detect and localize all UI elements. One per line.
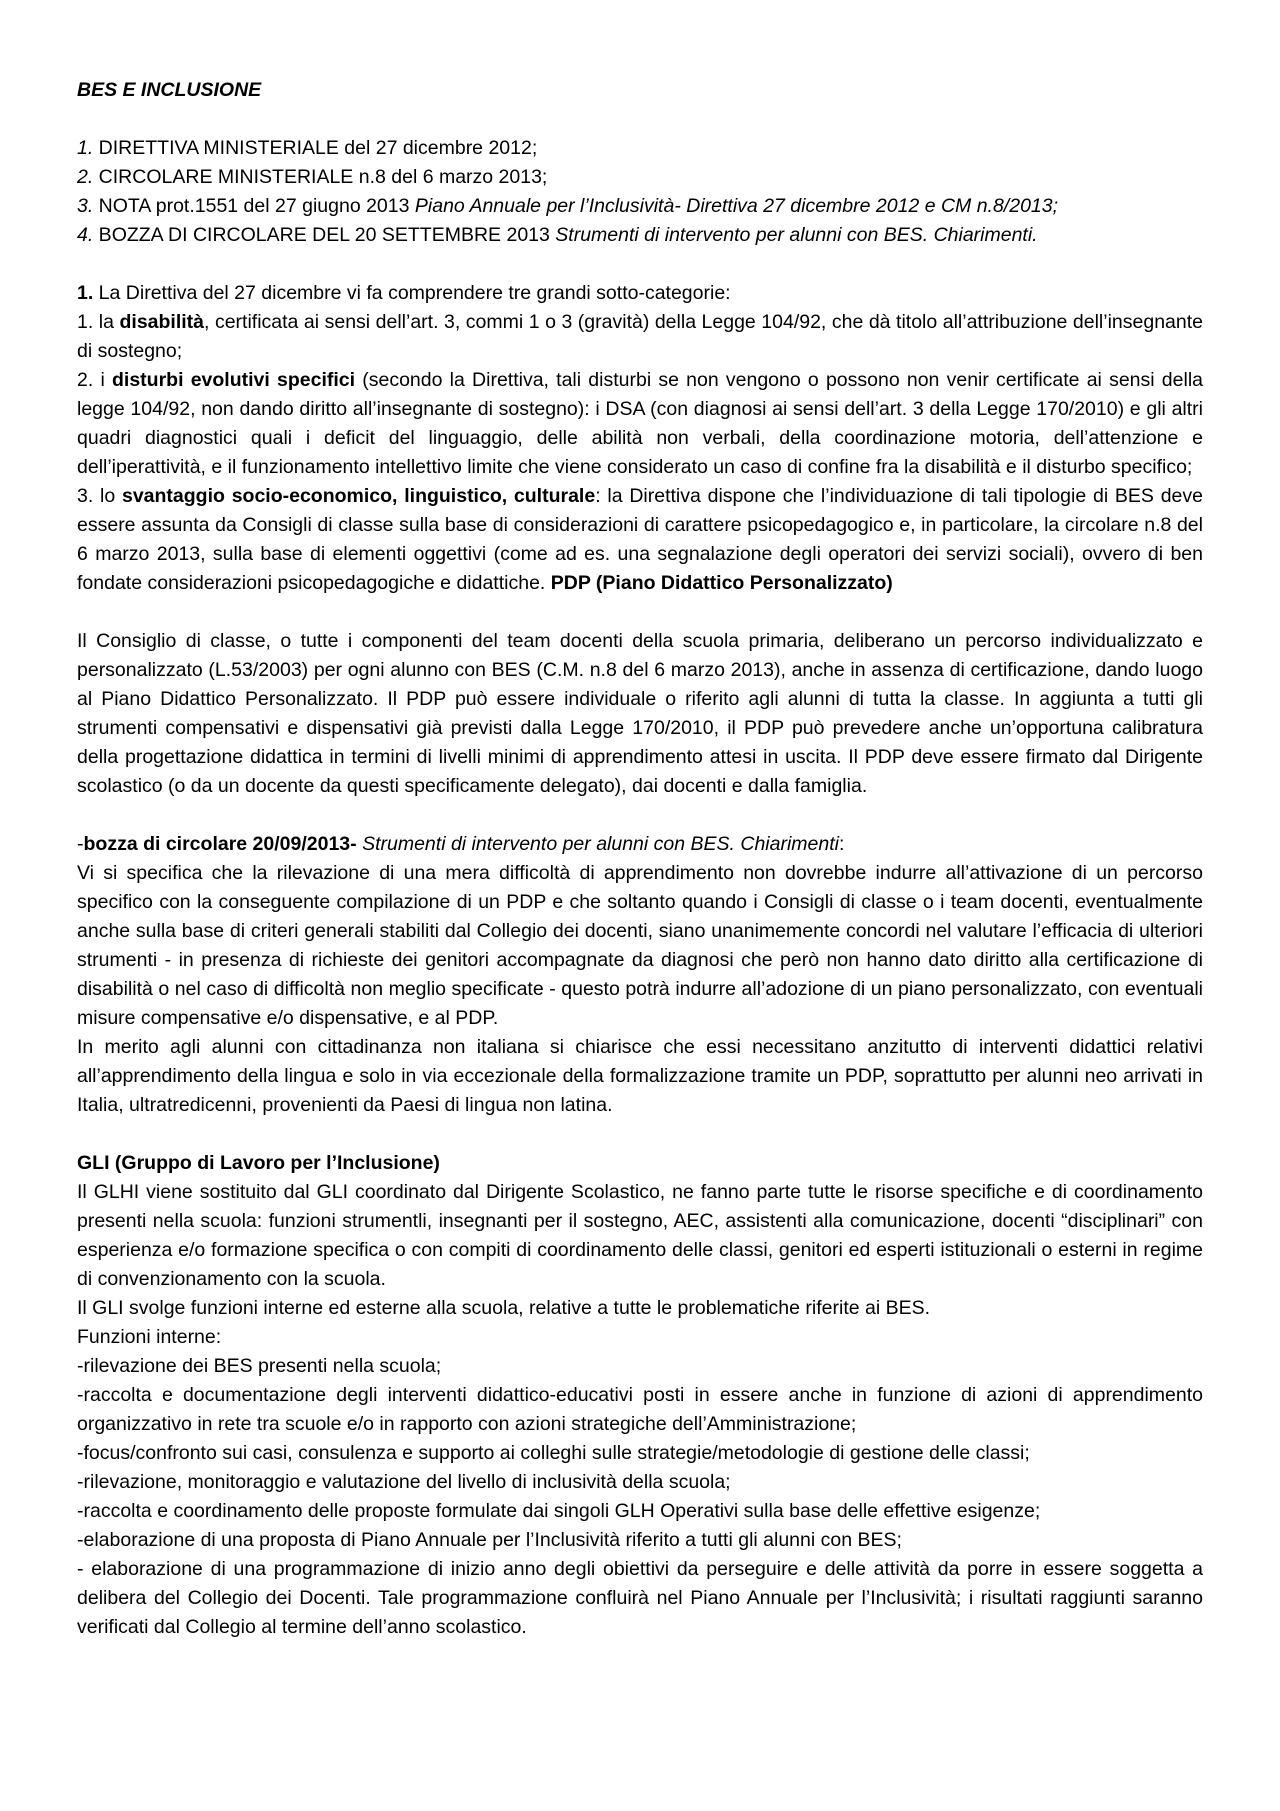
category-description: (secondo la Direttiva, tali disturbi se non vengono o possono non venir certificate ai sensi della legge 104/92, non dando diritto all’insegnante di sostegno): i DSA (con diagnosi ai sensi dell’art. 3 della Legge 170/2010) e gli altri quadri diagnostici quali i deficit del linguaggio, delle abilità non verbali, della coordinazione motoria, dell’attenzione e dell’iperattività, e il funzionamento intellettivo limite che viene considerato un caso di confine fra la disabilità e il disturbo specifico; xyxy=(77,369,1204,478)
category-prefix: 1. la xyxy=(77,311,120,333)
bozza-paragraph: In merito agli alunni con cittadinanza non italiana si chiarisce che essi necessitano anzitutto di interventi didattici relativi all’apprendimento della lingua e solo in via eccezionale della formalizzazione tramite un PDP, soprattutto per alunni neo arrivati in Italia, ultratredicenni, provenienti da Paesi di lingua non latina. xyxy=(77,1036,1203,1116)
bozza-dash: - xyxy=(77,833,84,855)
function-item: -rilevazione dei BES presenti nella scuola; xyxy=(77,1355,442,1377)
gli-section xyxy=(77,1149,1203,1642)
reference-number: 2. xyxy=(77,166,94,188)
category-item xyxy=(77,482,1203,598)
reference-text: DIRETTIVA MINISTERIALE del 27 dicembre 2012; xyxy=(93,137,538,159)
category-prefix: 3. lo xyxy=(77,485,122,507)
function-item: -focus/confronto sui casi, consulenza e supporto ai colleghi sulle strategie/metodologie di gestione delle classi; xyxy=(77,1442,1030,1464)
function-item: -rilevazione, monitoraggio e valutazione del livello di inclusività della scuola; xyxy=(77,1471,731,1493)
spacer xyxy=(77,1120,1203,1149)
gli-paragraph: Il GLI svolge funzioni interne ed esterne alla scuola, relative a tutte le problematiche riferite ai BES. xyxy=(77,1297,931,1319)
reference-item xyxy=(77,163,1203,192)
reference-list xyxy=(77,134,1203,250)
reference-text: BOZZA DI CIRCOLARE DEL 20 SETTEMBRE 2013 xyxy=(93,224,556,246)
category-name: svantaggio socio-economico, linguistico, culturale xyxy=(121,485,596,507)
reference-text: NOTA prot.1551 del 27 giugno 2013 xyxy=(93,195,415,217)
gli-title: GLI (Gruppo di Lavoro per l’Inclusione) xyxy=(77,1152,440,1174)
bozza-title: bozza di circolare 20/09/2013- xyxy=(83,833,357,855)
gli-paragraph: Il GLHI viene sostituito dal GLI coordinato dal Dirigente Scolastico, ne fanno parte tutte le risorse specifiche e di coordinamento presenti nella scuola: funzioni strumentli, insegnanti per il sostegno, AEC, assistenti alla comunicazione, docenti “disciplinari” con esperienza e/o formazione specifica o con compiti di coordinamento delle classi, genitori ed esperti istituzionali o esterni in regime di convenzionamento con la scuola. xyxy=(77,1181,1203,1290)
category-name: disturbi evolutivi specifici xyxy=(112,369,356,391)
spacer xyxy=(77,250,1203,279)
document-title: BES E INCLUSIONE xyxy=(77,79,262,101)
reference-text: CIRCOLARE MINISTERIALE n.8 del 6 marzo 2013; xyxy=(93,166,548,188)
category-item xyxy=(77,366,1203,482)
category-item xyxy=(77,308,1203,366)
bozza-paragraph: Vi si specifica che la rilevazione di una mera difficoltà di apprendimento non dovrebbe indurre all’attivazione di un percorso specifico con la conseguente compilazione di un PDP e che soltanto quando i Consigli di classe o i team docenti, eventualmente anche sulla base di criteri generali stabiliti dal Collegio dei docenti, siano unanimemente concordi nel valutare l’efficacia di ulteriori strumenti - in presenza di richieste dei genitori accompagnate da diagnosi che però non hanno dato diritto alla certificazione di disabilità o nel caso di difficoltà non meglio specificate - questo potrà indurre all’adozione di un piano personalizzato, con eventuali misure compensative e/o dispensative, e al PDP. xyxy=(77,862,1203,1029)
category-prefix: 2. i xyxy=(77,369,112,391)
reference-item xyxy=(77,134,1203,163)
reference-italic: Piano Annuale per l’Inclusività- Direttiva 27 dicembre 2012 e CM n.8/2013; xyxy=(414,195,1059,217)
reference-item xyxy=(77,221,1203,250)
category-description: , certificata ai sensi dell’art. 3, commi 1 o 3 (gravità) della Legge 104/92, che dà titolo all’attribuzione dell’insegnante di sostegno; xyxy=(77,311,1204,362)
spacer xyxy=(77,801,1203,830)
directive-section xyxy=(77,279,1203,598)
function-item: -elaborazione di una proposta di Piano Annuale per l’Inclusività riferito a tutti gli alunni con BES; xyxy=(77,1529,902,1551)
bozza-subtitle: Strumenti di intervento per alunni con BES. Chiarimenti xyxy=(356,833,839,855)
spacer xyxy=(77,105,1203,134)
spacer xyxy=(77,598,1203,627)
category-name: disabilità xyxy=(119,311,205,333)
directive-intro xyxy=(77,279,1203,308)
function-item: -raccolta e coordinamento delle proposte formulate dai singoli GLH Operativi sulla base delle effettive esigenze; xyxy=(77,1500,1041,1522)
bozza-colon: : xyxy=(838,833,845,855)
pdp-heading: PDP (Piano Didattico Personalizzato) xyxy=(550,572,893,594)
reference-number: 4. xyxy=(77,224,94,246)
function-item: -raccolta e documentazione degli interventi didattico-educativi posti in essere anche in funzione di azioni di apprendimento organizzativo in rete tra scuole e/o in rapporto con azioni strategiche dell’Amministrazione; xyxy=(77,1384,1203,1435)
directive-intro-text: La Direttiva del 27 dicembre vi fa comprendere tre grandi sotto-categorie: xyxy=(93,282,731,304)
reference-number: 3. xyxy=(77,195,94,217)
directive-number: 1. xyxy=(77,282,94,304)
reference-number: 1. xyxy=(77,137,94,159)
category-description: : la Direttiva dispone che l’individuazione di tali tipologie di BES deve essere assunta da Consigli di classe sulla base di considerazioni di carattere psicopedagogico e, in particolare, la circolare n.8 del 6 marzo 2013, sulla base di elementi oggettivi (come ad es. una segnalazione degli operatori dei servizi sociali), ovvero di ben fondate considerazioni psicopedagogiche e didattiche. xyxy=(77,485,1203,594)
reference-item xyxy=(77,192,1203,221)
pdp-paragraph: Il Consiglio di classe, o tutte i componenti del team docenti della scuola primaria, deliberano un percorso individualizzato e personalizzato (L.53/2003) per ogni alunno con BES (C.M. n.8 del 6 marzo 2013), anche in assenza di certificazione, dando luogo al Piano Didattico Personalizzato. Il PDP può essere individuale o riferito agli alunni di tutta la classe. In aggiunta a tutti gli strumenti compensativi e dispensativi già previsti dalla Legge 170/2010, il PDP può prevedere anche un’opportuna calibratura della progettazione didattica in termini di livelli minimi di apprendimento attesi in uscita. Il PDP deve essere firmato dal Dirigente scolastico (o da un docente da questi specificamente delegato), dai docenti e dalla famiglia. xyxy=(77,630,1203,797)
bozza-heading xyxy=(77,830,1203,859)
bozza-section xyxy=(77,830,1203,1120)
function-item: - elaborazione di una programmazione di inizio anno degli obiettivi da perseguire e delle attività da porre in essere soggetta a delibera del Collegio dei Docenti. Tale programmazione confluirà nel Piano Annuale per l’Inclusività; i risultati raggiunti saranno verificati dal Collegio al termine dell’anno scolastico. xyxy=(77,1558,1203,1638)
functions-label: Funzioni interne: xyxy=(77,1326,222,1348)
reference-italic: Strumenti di intervento per alunni con BES. Chiarimenti. xyxy=(555,224,1038,246)
